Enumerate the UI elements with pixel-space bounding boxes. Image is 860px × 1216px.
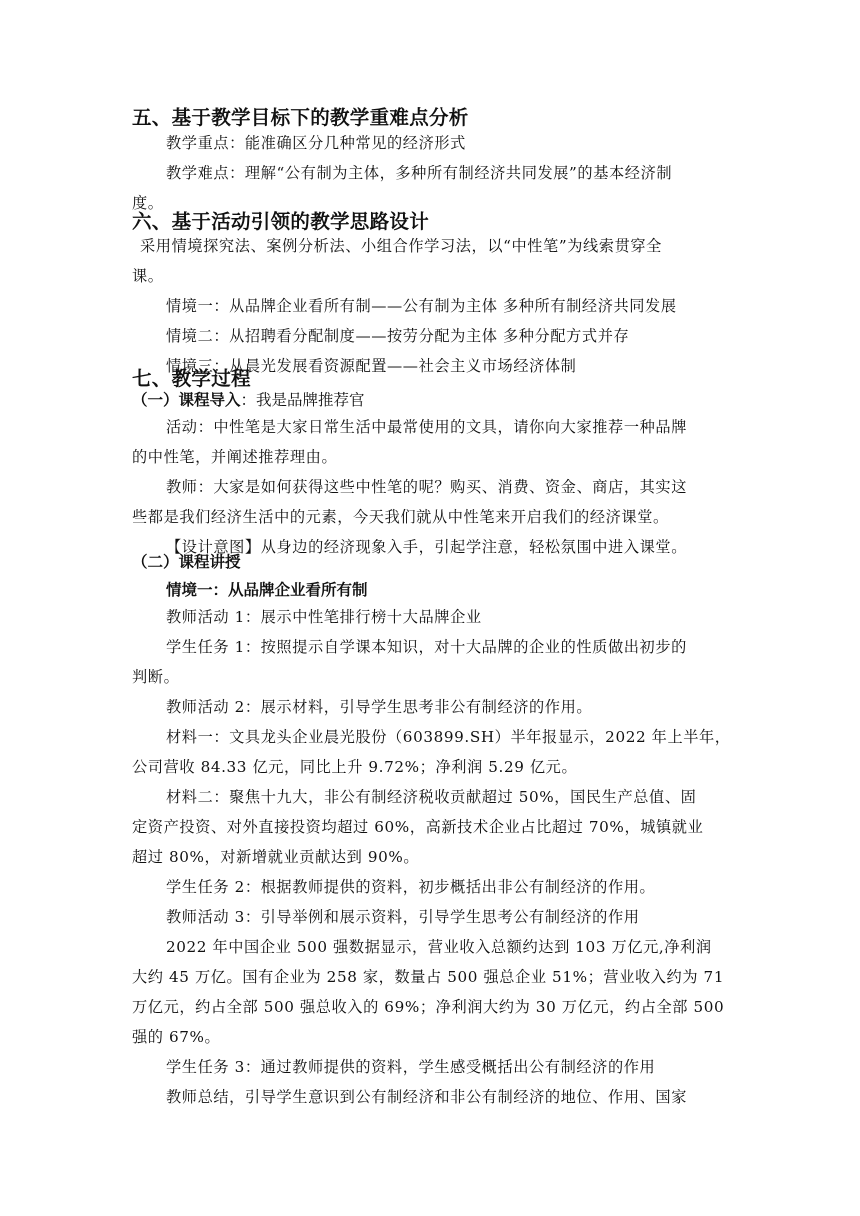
section-5-body — [132, 128, 728, 218]
section-6-heading: 六、基于活动引领的教学思路设计 — [132, 210, 430, 233]
student-task-1-line1: 学生任务 1：按照提示自学课本知识，对十大品牌的企业的性质做出初步的 — [166, 638, 687, 656]
teacher-activity-2: 教师活动 2：展示材料，引导学生思考非公有制经济的作用。 — [166, 698, 593, 716]
difficulty-text-line1: 教学难点：理解“公有制为主体，多种所有制经济共同发展”的基本经济制 — [166, 164, 673, 182]
material-1-line2: 公司营收 84.33 亿元，同比上升 9.72%；净利润 5.29 亿元。 — [132, 758, 578, 776]
scene-1-title: 情境一：从品牌企业看所有制 — [166, 581, 368, 599]
method-text-line2: 课。 — [132, 267, 164, 285]
teacher-summary-line1: 教师总结，引导学生意识到公有制经济和非公有制经济的地位、作用、国家 — [166, 1088, 687, 1106]
data-line4: 强的 67%。 — [132, 1028, 221, 1046]
design-intent-text: 【设计意图】从身边的经济现象入手，引起学注意，轻松氛围中进入课堂。 — [166, 538, 687, 556]
key-point-text: 教学重点：能准确区分几种常见的经济形式 — [166, 134, 466, 152]
scene-1-text: 情境一：从品牌企业看所有制——公有制为主体 多种所有制经济共同发展 — [166, 297, 677, 315]
material-2-line1: 材料二：聚焦十九大，非公有制经济税收贡献超过 50%，国民生产总值、固 — [166, 788, 697, 806]
material-2-line3: 超过 80%，对新增就业贡献达到 90%。 — [132, 848, 420, 866]
teacher-line1: 教师：大家是如何获得这些中性笔的呢？购买、消费、资金、商店，其实这 — [166, 478, 687, 496]
activity-line1: 活动：中性笔是大家日常生活中最常使用的文具，请你向大家推荐一种品牌 — [166, 418, 687, 436]
section-7-heading: 七、教学过程 — [132, 367, 251, 390]
scene-2-text: 情境二：从招聘看分配制度——按劳分配为主体 多种分配方式并存 — [166, 327, 630, 345]
data-line2: 大约 45 万亿。国有企业为 258 家，数量占 500 强总企业 51%；营业收入约为 71 — [132, 968, 725, 986]
student-task-1-line2: 判断。 — [132, 668, 180, 686]
lecture-label: （二）课程讲授 — [132, 553, 241, 571]
method-text-line1: 采用情境探究法、案例分析法、小组合作学习法，以“中性笔”为线索贯穿全 — [140, 237, 662, 255]
difficulty-text-line2: 度。 — [132, 194, 164, 212]
lecture-body — [132, 602, 731, 1112]
teacher-activity-3: 教师活动 3：引导举例和展示资料，引导学生思考公有制经济的作用 — [166, 908, 640, 926]
section-5-heading: 五、基于教学目标下的教学重难点分析 — [132, 106, 469, 129]
lecture-subheading — [132, 552, 241, 572]
scene-3-text: 情境三：从晨光发展看资源配置——社会主义市场经济体制 — [166, 357, 577, 375]
intro-subheading — [132, 390, 365, 410]
teacher-activity-1: 教师活动 1：展示中性笔排行榜十大品牌企业 — [166, 608, 482, 626]
material-1-line1: 材料一：文具龙头企业晨光股份（603899.SH）半年报显示，2022 年上半年， — [166, 728, 731, 746]
data-line3: 万亿元，约占全部 500 强总收入的 69%；净利润大约为 30 万亿元，约占全部 500 — [132, 998, 725, 1016]
student-task-2: 学生任务 2：根据教师提供的资料，初步概括出非公有制经济的作用。 — [166, 878, 656, 896]
section-6-body — [132, 231, 728, 381]
data-line1: 2022 年中国企业 500 强数据显示，营业收入总额约达到 103 万亿元,净利润 — [166, 938, 712, 956]
activity-line2: 的中性笔，并阐述推荐理由。 — [132, 448, 338, 466]
intro-label: （一）课程导入 — [132, 391, 241, 409]
intro-title: ：我是品牌推荐官 — [240, 391, 365, 409]
student-task-3: 学生任务 3：通过教师提供的资料，学生感受概括出公有制经济的作用 — [166, 1058, 656, 1076]
teacher-line2: 些都是我们经济生活中的元素，今天我们就从中性笔来开启我们的经济课堂。 — [132, 508, 669, 526]
intro-body — [132, 412, 728, 562]
material-2-line2: 定资产投资、对外直接投资均超过 60%，高新技术企业占比超过 70%，城镇就业 — [132, 818, 704, 836]
